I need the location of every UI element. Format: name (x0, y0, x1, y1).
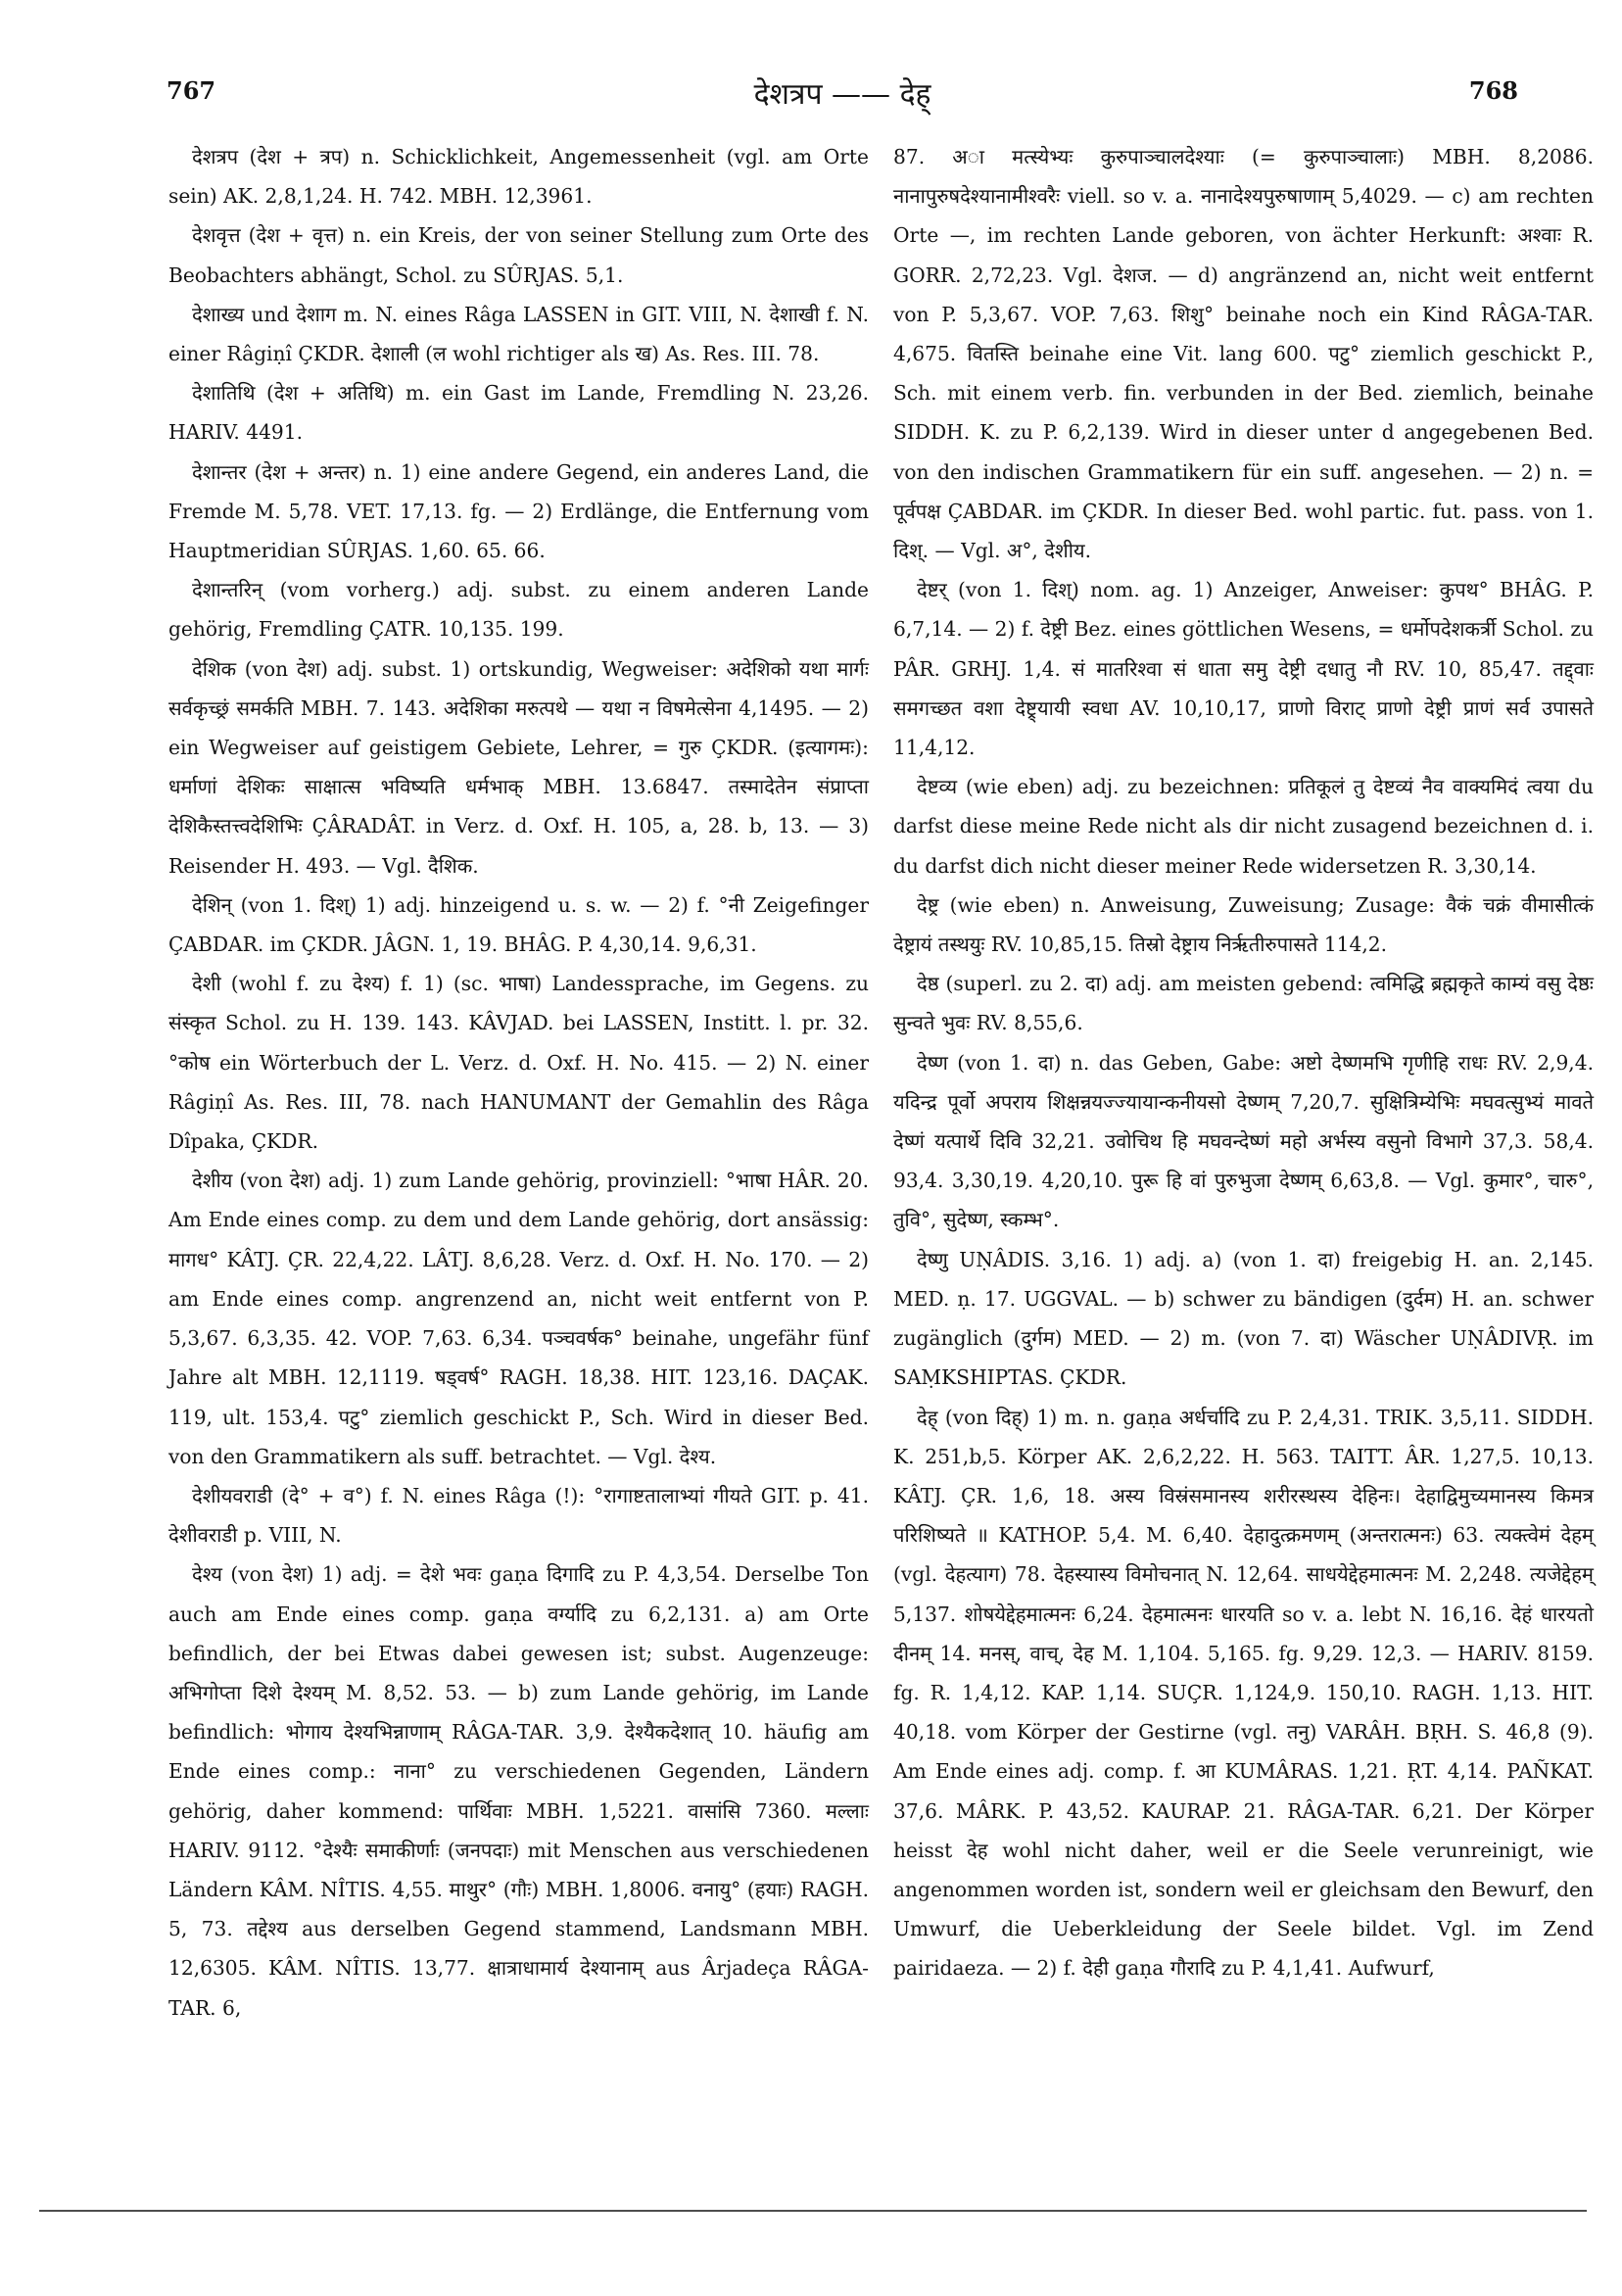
entry-right: देष्ट्र (wie eben) n. Anweisung, Zuweisung; Zusage: वैकं चक्रं वीमासीत्कं देष्ट्रायं तस्थयुः RV. 10,85,15. तिस्रो देष्ट्राय निर्ऋतीरुपासते 114,2. (893, 892, 1594, 957)
entry-left: देशीयवराडी (दे° + व°) f. N. eines Râga (!): °रागाष्टतालाभ्यां गीयते GIT. p. 41. देशीवराडी p. VIII, N. (168, 1483, 869, 1548)
footer-rule (39, 2210, 1587, 2212)
entry-left: देशान्तर (देश + अन्तर) n. 1) eine andere Gegend, ein anderes Land, die Fremde M. 5,78. VET. 17,13. fg. — 2) Erdlänge, die Entfernung vom Hauptmeridian SÛRJAS. 1,60. 65. 66. (168, 459, 869, 563)
entry-left: देशत्रप (देश + त्रप) n. Schicklichkeit, Angemessenheit (vgl. am Orte sein) AK. 2,8,1,24. H. 742. MBH. 12,3961. (168, 145, 869, 209)
entry-right: देष्टव्य (wie eben) adj. zu bezeichnen: प्रतिकूलं तु देष्टव्यं नैव वाक्यमिदं त्वया du darfst diese meine Rede nicht als dir nicht zusagend bezeichnen d. i. du darfst dich nicht dieser meiner Rede widersetzen R. 3,30,14. (893, 775, 1594, 878)
entry-left: देश्य (von देश) 1) adj. = देशे भवः gaṇa दिगादि zu P. 4,3,54. Derselbe Ton auch am Ende eines comp. gaṇa वर्ग्यादि zu 6,2,131. a) am Orte befindlich, der bei Etwas dabei gewesen ist; subst. Augenzeuge: अभिगोप्ता दिशे देश्यम् M. 8,52. 53. — b) zum Lande gehörig, im Lande befindlich: भोगाय देश्यभिन्नाणाम् RÂGA-TAR. 3,9. देश्यैकदेशात् 10. häufig am Ende eines comp.: नाना° zu verschiedenen Gegenden, Ländern gehörig, daher kommend: पार्थिवाः MBH. 1,5221. वासांसि 7360. मल्लाः HARIV. 9112. °देश्यैः समाकीर्णाः (जनपदाः) mit Menschen aus verschiedenen Ländern KÂM. NÎTIS. 4,55. माथुर° (गौः) MBH. 1,8006. वनायु° (हयाः) RAGH. 5, 73. तद्देश्य aus derselben Gegend stammend, Landsmann MBH. 12,6305. KÂM. NÎTIS. 13,77. क्षात्राधामार्य देश्यानाम् aus Ârjadeça RÂGA-TAR. 6, (168, 1562, 869, 2020)
left-column (168, 137, 869, 2028)
entry-left: देशिन् (von 1. दिश्) 1) adj. hinzeigend u. s. w. — 2) f. °नी Zeigefinger ÇABDAR. im ÇKDR. JÂGN. 1, 19. BHÂG. P. 4,30,14. 9,6,31. (168, 892, 869, 957)
entry-left: देशान्तरिन् (vom vorherg.) adj. subst. zu einem anderen Lande gehörig, Fremdling ÇATR. 10,135. 199. (168, 578, 869, 642)
entry-right: देष्टर् (von 1. दिश्) nom. ag. 1) Anzeiger, Anweiser: कुपथ° BHÂG. P. 6,7,14. — 2) f. देष्ट्री Bez. eines göttlichen Wesens, = धर्मोपदेशकर्त्री Schol. zu PÂR. GRHJ. 1,4. सं मातरिश्वा सं धाता समु देष्ट्री दधातु नौ RV. 10, 85,47. तद्द्वाः समगच्छत वशा देष्ट्र्यायी स्वधा AV. 10,10,17, प्राणो विराट् प्राणो देष्ट्री प्राणं सर्व उपासते 11,4,12. (893, 578, 1594, 760)
entry-right: देष्ठ (superl. zu 2. दा) adj. am meisten gebend: त्वमिद्धि ब्रह्मकृते काम्यं वसु देष्ठः सुन्वते भुवः RV. 8,55,6. (893, 972, 1594, 1035)
entry-right: देह् (von दिह्) 1) m. n. gaṇa अर्धर्चादि zu P. 2,4,31. TRIK. 3,5,11. SIDDH. K. 251,b,5. Körper AK. 2,6,2,22. H. 563. TAITT. ÂR. 1,27,5. 10,13. KÂTJ. ÇR. 1,6, 18. अस्य विस्रंसमानस्य शरीरस्थस्य देहिनः। देहाद्विमुच्यमानस्य किमत्र परिशिष्यते ॥ KATHOP. 5,4. M. 6,40. देहादुत्क्रमणम् (अन्तरात्मनः) 63. त्यक्त्वेमं देहम् (vgl. देहत्याग) 78. देहस्यास्य विमोचनात् N. 12,64. साधयेद्देहमात्मनः M. 2,248. त्यजेद्देहम् 5,137. शोषयेद्देहमात्मनः 6,24. देहमात्मनः धारयति so v. a. lebt N. 16,16. देहं धारयतो दीनम् 14. मनस्, वाच्, देह M. 1,104. 5,165. fg. 9,29. 12,3. — HARIV. 8159. fg. R. 1,4,12. KAP. 1,14. SUÇR. 1,124,9. 150,10. RAGH. 1,13. HIT. 40,18. vom Körper der Gestirne (vgl. तनु) VARÂH. BṚH. S. 46,8 (9). Am Ende eines adj. comp. f. आ KUMÂRAS. 1,21. ṚT. 4,14. PAÑKAT. 37,6. MÂRK. P. 43,52. KAURAP. 21. RÂGA-TAR. 6,21. Der Körper heisst देह wohl nicht daher, weil er die Seele verunreinigt, wie angenommen worden ist, sondern weil er gleichsam den Bewurf, den Umwurf, die Ueberkleidung der Seele bildet. Vgl. im Zend pairidaeza. — 2) f. देही gaṇa गौरादि zu P. 4,1,41. Aufwurf, (893, 1405, 1594, 1981)
running-head: देशत्रप —— देह् (753, 77, 931, 112)
entry-left: देशी (wohl f. zu देश्य) f. 1) (sc. भाषा) Landessprache, im Gegens. zu संस्कृत Schol. zu H. 139. 143. KÂVJAD. bei LASSEN, Institt. l. pr. 32. °कोष ein Wörterbuch der L. Verz. d. Oxf. H. No. 415. — 2) N. einer Râgiṇî As. Res. III, 78. nach HANUMANT der Gemahlin des Râga Dîpaka, ÇKDR. (168, 972, 869, 1154)
page-number-left: 767 (167, 76, 216, 105)
entry-right: 87. अा मत्स्येभ्यः कुरुपाञ्चालदेश्याः (= कुरुपाञ्चालाः) MBH. 8,2086. नानापुरुषदेश्यानामीश्वरैः viell. so v. a. नानादेश्यपुरुषाणाम् 5,4029. — c) am rechten Orte —, im rechten Lande geboren, von ächter Herkunft: अश्वाः R. GORR. 2,72,23. Vgl. देशज. — d) angränzend an, nicht weit entfernt von P. 5,3,67. VOP. 7,63. शिशु° beinahe noch ein Kind RÂGA-TAR. 4,675. वितस्ति beinahe eine Vit. lang 600. पटु° ziemlich geschickt P., Sch. mit einem verb. fin. verbunden in der Bed. ziemlich, beinahe SIDDH. K. zu P. 6,2,139. Wird in dieser unter d angegebenen Bed. von den indischen Grammatikern für ein suff. angesehen. — 2) n. = पूर्वपक्ष ÇABDAR. im ÇKDR. In dieser Bed. wohl partic. fut. pass. von 1. दिश्. — Vgl. अ°, देशीय. (893, 145, 1594, 563)
entry-left: देशातिथि (देश + अतिथि) m. ein Gast im Lande, Fremdling N. 23,26. HARIV. 4491. (168, 381, 869, 445)
page-header (167, 76, 1518, 116)
entry-left: देशीय (von देश) adj. 1) zum Lande gehörig, provinziell: °भाषा HÂR. 20. Am Ende eines comp. zu dem und dem Lande gehörig, dort ansässig: मागध° KÂTJ. ÇR. 22,4,22. LÂTJ. 8,6,28. Verz. d. Oxf. H. No. 170. — 2) am Ende eines comp. angrenzend an, nicht weit entfernt von P. 5,3,67. 6,3,35. 42. VOP. 7,63. 6,34. पञ्चवर्षक° beinahe, ungefähr fünf Jahre alt MBH. 12,1119. षड्वर्ष° RAGH. 18,38. HIT. 123,16. DAÇAK. 119, ult. 153,4. पटु° ziemlich geschickt P., Sch. Wird in dieser Bed. von den Grammatikern als suff. betrachtet. — Vgl. देश्य. (168, 1169, 869, 1468)
page-number-right: 768 (1468, 76, 1518, 105)
entry-left: देशाख्य und देशाग m. N. eines Râga LASSEN in GIT. VIII, N. देशाखी f. N. einer Râgiṇî ÇKDR. देशाली (ल wohl richtiger als ख) As. Res. III. 78. (168, 302, 869, 366)
entry-right: देष्ण (von 1. दा) n. das Geben, Gabe: अष्टो देष्णमभि गृणीहि राधः RV. 2,9,4. यदिन्द्र पूर्वो अपराय शिक्षन्नयज्ज्यायान्कनीयसो देष्णम् 7,20,7. सुक्षित्रिम्येभिः मघवत्सुभ्यं मावते देष्णं यत्पार्थे दिवि 32,21. उवोचिथ हि मघवन्देष्णं महो अर्भस्य वसुनो विभागे 37,3. 58,4. 93,4. 3,30,19. 4,20,10. पुरू हि वां पुरुभुजा देष्णम् 6,63,8. — Vgl. कुमार°, चारु°, तुवि°, सुदेष्ण, स्कम्भ°. (893, 1050, 1594, 1232)
right-column (893, 137, 1594, 1988)
entry-right: देष्णु UṆÂDIS. 3,16. 1) adj. a) (von 1. दा) freigebig H. an. 2,145. MED. ṇ. 17. UGGVAL. — b) schwer zu bändigen (दुर्दम) H. an. schwer zugänglich (दुर्गम) MED. — 2) m. (von 7. दा) Wäscher UṆÂDIVṚ. im SAṂKSHIPTAS. ÇKDR. (893, 1247, 1594, 1390)
entry-left: देशिक (von देश) adj. subst. 1) ortskundig, Wegweiser: अदेशिको यथा मार्गः सर्वकृच्छ्रं समर्कति MBH. 7. 143. अदेशिका मरुत्पथे — यथा न विषमेत्सेना 4,1495. — 2) ein Wegweiser auf geistigem Gebiete, Lehrer, = गुरु ÇKDR. (इत्यागमः): धर्माणां देशिकः साक्षात्स भविष्यति धर्मभाक् MBH. 13.6847. तस्मादेतेन संप्राप्ता देशिकैस्तत्त्वदेशिभिः ÇÂRADÂT. in Verz. d. Oxf. H. 105, a, 28. b, 13. — 3) Reisender H. 493. — Vgl. दैशिक. (168, 656, 869, 878)
entry-left: देशवृत्त (देश + वृत्त) n. ein Kreis, der von seiner Stellung zum Orte des Beobachters abhängt, Schol. zu SÛRJAS. 5,1. (168, 223, 869, 287)
